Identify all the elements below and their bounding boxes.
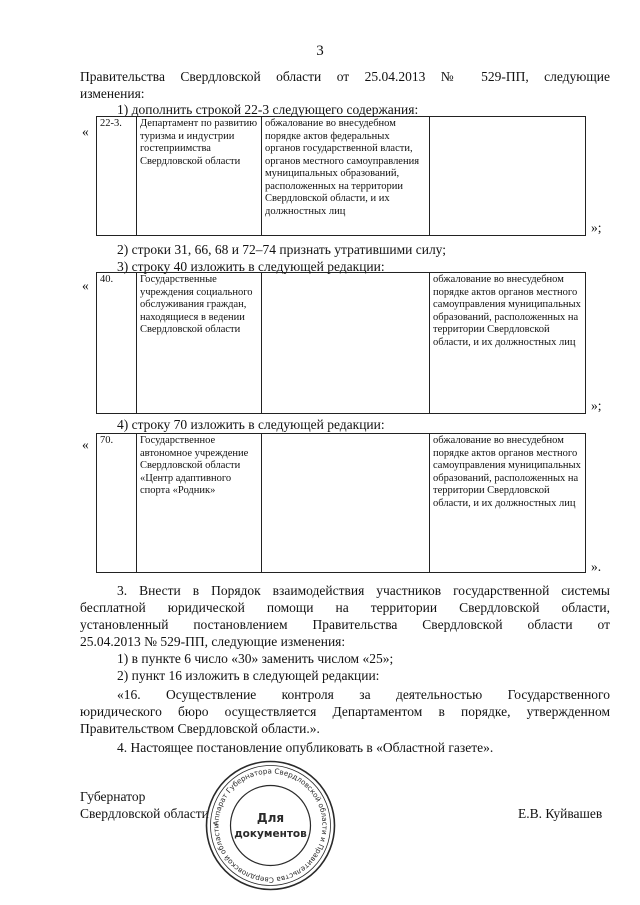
quote-close-1: »; [591, 220, 602, 235]
row-organization: Департамент по развитию туризма и индустрии гостеприимства Свердловской области [137, 117, 262, 236]
row-organization: Государственное автономное учреждение Свердловской области «Центр адаптивного спорта «Родник» [137, 434, 262, 573]
para3-line-1: 3. Внести в Порядок взаимодействия участников государственной системы [117, 583, 610, 598]
row-extra [430, 117, 586, 236]
table-row-22-3 [96, 116, 586, 236]
quote-open-1: « [82, 124, 89, 139]
para3-line-3: установленный постановлением Правительства Свердловской области от [80, 617, 610, 632]
para-4: 4. Настоящее постановление опубликовать в «Областной газете». [117, 740, 494, 755]
row-organization: Государственные учреждения социального обслуживания граждан, находящиеся в ведении Свердловской области [137, 273, 262, 414]
page-number: 3 [316, 43, 324, 59]
intro-line-2: изменения: [80, 86, 145, 101]
para3-quote-3: Правительством Свердловской области.». [80, 721, 320, 736]
seal-outer-ring [207, 762, 335, 890]
signature-title-2: Свердловской области [80, 806, 209, 821]
row-number: 40. [97, 273, 137, 414]
seal-center-text-2: документов [234, 828, 307, 840]
quote-close-3: ». [591, 559, 602, 574]
intro-line-1: Правительства Свердловской области от 25.04.2013 № 529-ПП, следующие [80, 69, 610, 84]
para3-quote-1: «16. Осуществление контроля за деятельностью Государственного [117, 687, 610, 702]
para3-sub-1: 1) в пункте 6 число «30» заменить числом «25»; [117, 651, 394, 666]
quote-open-3: « [82, 437, 89, 452]
signature-title-1: Губернатор [80, 789, 146, 804]
official-seal-stamp [203, 758, 338, 893]
para3-line-4: 25.04.2013 № 529-ПП, следующие изменения: [80, 634, 346, 649]
item-2: 2) строки 31, 66, 68 и 72–74 признать утратившими силу; [117, 242, 447, 257]
item-3: 3) строку 40 изложить в следующей редакции: [117, 259, 385, 274]
seal-inner-ring [211, 766, 331, 886]
quote-close-2: »; [591, 398, 602, 413]
signature-name: Е.В. Куйвашев [518, 806, 603, 821]
row-description [262, 273, 430, 414]
table-row-40 [96, 272, 586, 414]
row-number: 22-3. [97, 117, 137, 236]
seal-center-text-1: Для [256, 811, 285, 825]
table-row-70 [96, 433, 586, 573]
row-description [262, 434, 430, 573]
seal-ring-text: Аппарат Губернатора Свердловской области и Правительства Свердловской области [211, 766, 330, 885]
row-description: обжалование во внесудебном порядке актов федеральных органов государственной власти, органов местного самоуправления муниципальных образований, расположенных на территории Свердловской области, и их должностных лиц [262, 117, 430, 236]
row-number: 70. [97, 434, 137, 573]
para3-quote-2: юридического бюро осуществляется Департаментом в порядке, утвержденном [80, 704, 610, 719]
item-4: 4) строку 70 изложить в следующей редакции: [117, 417, 385, 432]
quote-open-2: « [82, 278, 89, 293]
para3-line-2: бесплатной юридической помощи на территории Свердловской области, [80, 600, 610, 615]
row-extra: обжалование во внесудебном порядке актов органов местного самоуправления муниципальных образований, расположенных на территории Свердловской области, и их должностных лиц [430, 434, 586, 573]
seal-center-ring [231, 786, 311, 866]
para3-sub-2: 2) пункт 16 изложить в следующей редакции: [117, 668, 380, 683]
row-extra: обжалование во внесудебном порядке актов органов местного самоуправления муниципальных образований, расположенных на территории Свердловской области, и их должностных лиц [430, 273, 586, 414]
item-1: 1) дополнить строкой 22-3 следующего содержания: [117, 102, 419, 117]
